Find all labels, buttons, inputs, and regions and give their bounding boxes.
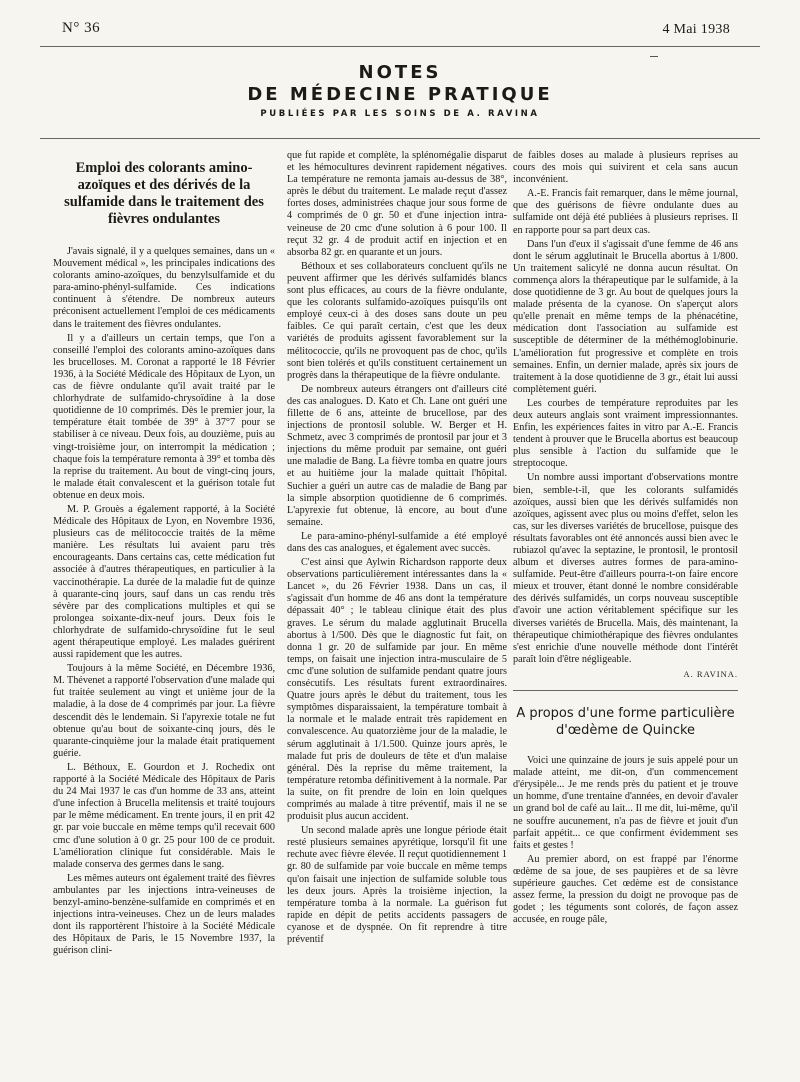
- paragraph: M. P. Grouès a également rapporté, à la Société Médicale des Hôpitaux de Lyon, en Novembre 1936, plusieurs cas de mélitococcie traités de la même manière. Les résultats lui avaient paru très encourageants. Dans certains cas, cette médication fut associée à d'autres thérapeutiques, en particulier à la vaccinothérapie. La durée de la maladie fut de quinze à quarante-cinq jours, sauf dans un cas rendu très sévère par des complications multiples et qui se prolongea soixante-dix-neuf jours. Deux fois le chlorhydrate de sulfamido-chrysoïdine fut le seul agent thérapeutique employé. Les malades guérirent aussi rapidement que les autres.: [53, 503, 275, 661]
- masthead-byline: PUBLIÉES PAR LES SOINS DE A. RAVINA: [260, 109, 540, 119]
- masthead-line-1: NOTES: [358, 62, 442, 83]
- decorative-dash: [650, 56, 658, 57]
- paragraph: C'est ainsi que Aylwin Richardson rapporte deux observations particulièrement intéressantes dans la « Lancet », du 26 Février 1938. Dans un cas, il s'agissait d'un homme de 46 ans dont la température dépassait 40° ; le tableau clinique était des plus graves. Le sérum du malade agglutinait Brucella abortus à 1/500. Dès que le diagnostic fut fait, on donna 1 gr. 20 de sulfamide par jour. En même temps, on faisait une injection intra-musculaire de 5 cmc d'une solution de sulfamide pendant quatre jours consécutifs. Les résultats furent extraordinaires. Quatre jours après le début du traitement, tous les symptômes disparaissaient, la température tombait à la normale et le malade entrait très rapidement en convalescence. Au quatorzième jour de la maladie, le sérum agglutinait à 1/1.500. Quinze jours après, le malade fut pris de douleurs de tête et d'un malaise général. Dès la reprise du même traitement, la température retomba définitivement à la normale. Par la suite, on fit prendre de loin en loin quelques comprimés au malade à titre préventif, mais il ne se produisit plus aucun accident.: [287, 557, 507, 823]
- paragraph: Béthoux et ses collaborateurs concluent qu'ils ne peuvent affirmer que les dérivés sulfamidés blancs sont plus efficaces, au cours de la fièvre ondulante, que les colorants sulfamido-azoïques puisqu'ils ont employé ceux-ci à des doses sans doute un peu faibles. Ce qui paraît certain, c'est que les deux variétés de produits agissent favorablement sur la mélitococcie, qu'ils ne provoquent pas de choc, qu'ils sont bien tolérés et qu'ils constituent certainement un progrès dans la thérapeutique de la fièvre ondulante.: [287, 260, 507, 381]
- paragraph: Au premier abord, on est frappé par l'énorme œdème de sa joue, de ses paupières et de sa lèvre supérieure gauches. Cet œdème est de consistance assez ferme, la pression du doigt ne provoque pas de godet ; les téguments sont colorés, de façon assez accusée, en rouge pâle,: [513, 853, 738, 926]
- paragraph: Un nombre aussi important d'observations montre bien, semble-t-il, que les colorants sulfamidés azoïques, aussi bien que les dérivés sulfamidés non azoïques, agissent avec plus ou moins d'effet, selon les cas, sur les diverses variétés de brucellose, puisque des résultats favorables ont été annoncés aussi bien avec le rubiazol qu'avec la septazine, le prontosil, le prontosil album et diverses autres formes de para-amino-sulfamide. Peut-être d'ailleurs pourra-t-on faire encore mieux et trouver, étant donné le nombre considérable des dérivés sulfamidés, un corps nouveau susceptible d'avoir une action véritablement spécifique sur les diverses variétés de Brucella. Mais, dès maintenant, la thérapeutique chimiothérapique des fièvres ondulantes s'est enrichie d'une nouvelle méthode dont l'intérêt paraît loin d'être négligeable.: [513, 472, 738, 665]
- paragraph: J'avais signalé, il y a quelques semaines, dans un « Mouvement médical », les principales indications des colorants amino-azoïques, du benzylsulfamide et du para-amino-phényl-sulfamide. Ces indications continuent à s'étendre. De nombreux auteurs préconisent actuellement l'emploi de ces médicaments dans le traitement des fièvres ondulantes.: [53, 246, 275, 330]
- paragraph: Le para-amino-phényl-sulfamide a été employé dans des cas analogues, et également avec succès.: [287, 530, 507, 554]
- top-rule: [40, 46, 760, 47]
- article-title-2: A propos d'une forme particulière d'œdème de Quincke: [516, 706, 735, 739]
- paragraph: Voici une quinzaine de jours je suis appelé pour un malade atteint, me dit-on, d'un commencement d'érysipèle... Je me rends près du patient et je trouve un homme, d'une trentaine d'années, en devoir d'avaler un grand bol de café au lait... Il me dit, lui-même, qu'il ne souffre aucunement, n'a pas de fièvre et jouit d'un parfait appétit... ce que confirment évidemment ses faits et gestes !: [513, 755, 738, 851]
- masthead: [0, 62, 800, 119]
- paragraph: L. Béthoux, E. Gourdon et J. Rochedix ont rapporté à la Société Médicale des Hôpitaux de Paris du 24 Mai 1937 le cas d'un homme de 33 ans, atteint d'une infection à Brucella melitensis et traité toujours par le même médicament. En trente jours, il en prit 42 gr. par voie buccale en même temps qu'il recevait 600 cmc d'une solution à 0 gr. 25 pour 100 de ce produit. L'amélioration clinique fut considérable. Mais le malade conserva des germes dans le sang.: [53, 761, 275, 870]
- page-header: [62, 14, 730, 44]
- issue-date: 4 Mai 1938: [662, 22, 730, 37]
- article-title: Emploi des colorants amino-azoïques et des dérivés de la sulfamide dans le traitement des fièvres ondulantes: [64, 160, 264, 227]
- article-divider: [513, 690, 738, 691]
- masthead-line-2: DE MÉDECINE PRATIQUE: [247, 84, 553, 105]
- paragraph: Toujours à la même Société, en Décembre 1936, M. Thévenet a rapporté l'observation d'une malade qui fut traitée seulement au vingt et unième jour de la maladie, à la dose de 4 comprimés par jour. La fièvre descendit dès le lendemain. Si l'apyrexie totale ne fut obtenue qu'au bout de soixante-cinq jours, dès le quarante-cinquième jour la malade était pratiquement guérie.: [53, 663, 275, 759]
- author-signature: A. RAVINA.: [683, 668, 738, 679]
- paragraph: Les mêmes auteurs ont également traité des fièvres ambulantes par les injections intra-veineuses de benzyl-amino-benzène-sulfamide en comprimés et en injections intra-veineuses. Chez un de leurs malades dont ils rapportèrent l'histoire à la Société Médicale des Hôpitaux de Paris, le 15 Novembre 1937, la guérison clini-: [53, 872, 275, 957]
- issue-number: N° 36: [62, 20, 101, 36]
- paragraph: Dans l'un d'eux il s'agissait d'une femme de 46 ans dont le sérum agglutinait le Brucella abortus à 1/800. Un traitement salicylé ne donna aucun résultat. On commença alors la thérapeutique par le sulfamide, à la dose quotidienne de 3 gr. Au bout de quelques jours la malade présenta de la cyanose. On s'aperçut alors qu'elle prenait en même temps de la phénacétine, médication dont l'association au sulfamide est susceptible de déterminer de la méthémoglobinurie. L'amélioration fut progressive et complète en trois semaines. Enfin, un dernier malade, après six jours de traitement à la dose quotidienne de 3 gr., était lui aussi complètement guéri.: [513, 238, 738, 395]
- paragraph: que fut rapide et complète, la splénomégalie disparut et les hémocultures devinrent rapidement négatives. La température ne remonta jamais au-dessus de 38°, après le début du traitement. Le malade reçut d'assez fortes doses, administrées chaque jour sous forme de 4 comprimés de 0 gr. 50 et d'une injection intra-veineuse de 20 cmc d'une solution à 6 pour 100. Il reçut 32 gr. 4 de produit actif en injection et en absorba 82 gr. en quarante et un jours.: [287, 150, 507, 258]
- paragraph: de faibles doses au malade à plusieurs reprises au cours des mois qui suivirent et cela sans aucun inconvénient.: [513, 150, 738, 186]
- paragraph: Un second malade après une longue période était resté plusieurs semaines apyrétique, lorsqu'il fit une rechute avec fièvre élevée. Il reçut quotidiennement 1 gr. 80 de sulfamide par voie buccale en même temps qu'on faisait une injection de sulfamide soluble tous les deux jours. Après la troisième injection, la température tomba à la normale. La guérison fut rapide en dépit de petits accidents passagers de cyanose et de dyspnée. On fit reprendre à titre préventif: [287, 825, 507, 945]
- paragraph: De nombreux auteurs étrangers ont d'ailleurs cité des cas analogues. D. Kato et Ch. Lane ont guéri une fillette de 6 ans, atteinte de brucellose, par des injections de prontosil soluble. W. Berger et H. Schmetz, avec 3 comprimés de prontosil par jour et 3 injections du même produit par semaine, ont guéri une maladie de Bang. La fièvre tomba en quatre jours et au huitième jour la malade quittait l'hôpital. Suchier a guéri un autre cas de maladie de Bang par la simple absorption quotidienne de 6 comprimés. L'apyrexie fut obtenue, là encore, au bout d'une semaine.: [287, 383, 507, 528]
- paragraph: Il y a d'ailleurs un certain temps, que l'on a conseillé l'emploi des colorants amino-azoïques dans les brucelloses. M. Coronat a rapporté le 18 Février 1936, à la Société Médicale des Hôpitaux de Lyon, un cas de fièvre ondulante qu'il avait traité par le chlorhydrate de sulfamido-chrysoïdine à la dose quotidienne de 10 comprimés. Dès le premier jour, la température était tombée de 39° à 37°7 pour se stabiliser à ce niveau. Deux fois, au douzième, puis au vingt-troisième jour, on interrompit la médication ; chaque fois la température remonta à 39° et tomba dès la reprise du traitement. Au bout de vingt-cinq jours, le malade était convalescent et la guérison totale fut obtenue en deux mois.: [53, 332, 275, 501]
- column-2: [287, 150, 507, 948]
- paragraph: Les courbes de température reproduites par les deux auteurs anglais sont vraiment impressionnantes. Enfin, les expériences faites in vitro par A.-E. Francis tendent à prouver que le Brucella abortus est beaucoup plus sensible à l'action du sulfamide que le streptocoque.: [513, 397, 738, 470]
- masthead-rule: [40, 138, 760, 139]
- column-1: [53, 160, 275, 959]
- paragraph: A.-E. Francis fait remarquer, dans le même journal, que des guérisons de fièvre ondulante dues au sulfamide ont déjà été publiées à plusieurs reprises. Il en rapporte pour sa part deux cas.: [513, 188, 738, 236]
- column-3: [513, 150, 738, 928]
